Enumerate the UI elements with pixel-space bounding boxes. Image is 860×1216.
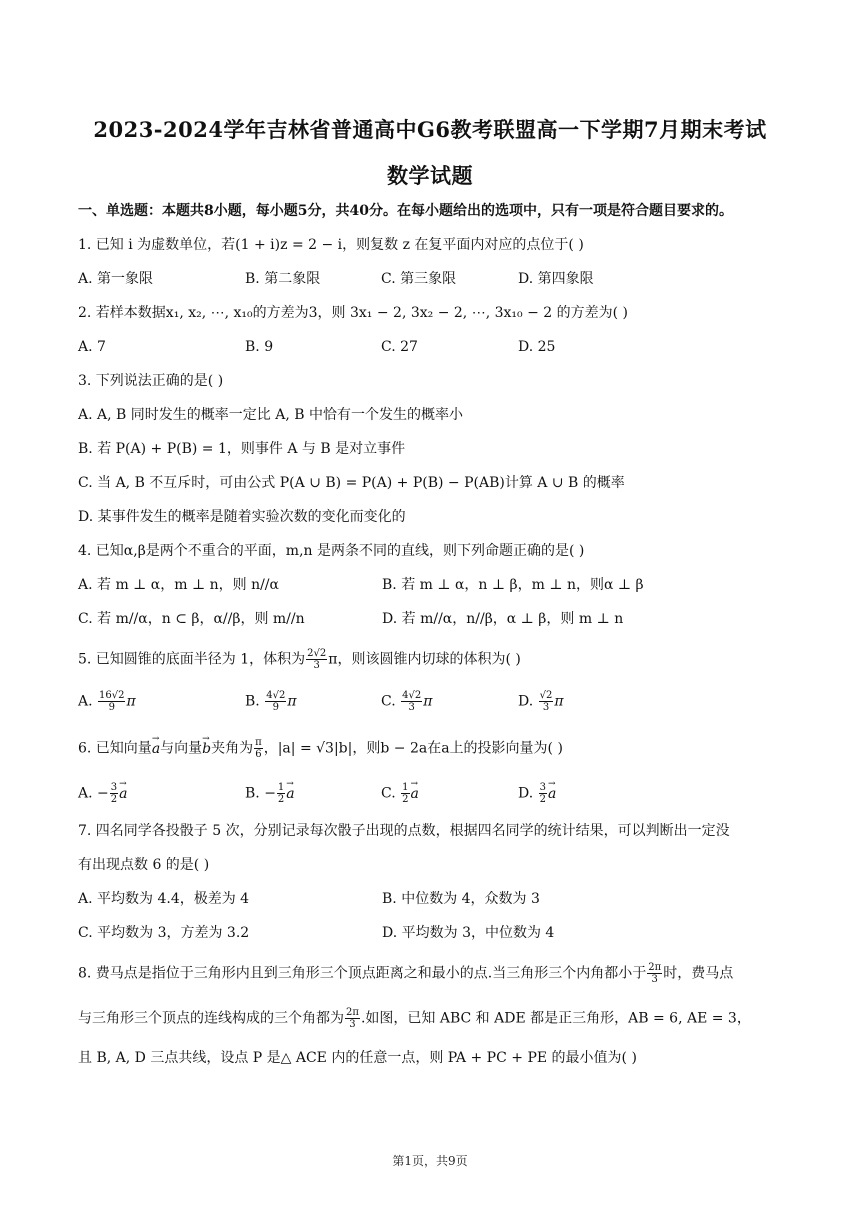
fraction-numerator: 3 xyxy=(110,782,118,793)
exam-subtitle: 数学试题 xyxy=(387,163,473,188)
fraction-denominator: 2 xyxy=(402,794,409,805)
question-1-option-d: D. 第四象限 xyxy=(518,271,594,287)
question-2-option-a: A. 7 xyxy=(78,339,106,355)
fraction-denominator: 3 xyxy=(349,1019,356,1030)
option-label: A. xyxy=(78,693,93,710)
fraction-denominator: 3 xyxy=(408,702,415,713)
fraction xyxy=(345,1007,360,1030)
question-3-option-c: C. 当 A, B 不互斥时，可由公式 P(A ∪ B) = P(A) + P(B) − P(AB)计算 A ∪ B 的概率 xyxy=(78,475,625,491)
vector-a: → a xyxy=(548,784,556,804)
question-5-option-a xyxy=(78,690,136,713)
question-4-option-c: C. 若 m//α，n ⊂ β，α//β，则 m//n xyxy=(78,611,305,627)
fraction xyxy=(110,782,118,805)
question-8-text: ABC 和 xyxy=(439,1010,495,1027)
pi-symbol: π xyxy=(287,693,297,710)
fraction-numerator: 2π xyxy=(346,1007,359,1018)
question-3-option-b: B. 若 P(A) + P(B) = 1，则事件 A 与 B 是对立事件 xyxy=(78,441,406,457)
question-6-option-b xyxy=(245,782,295,805)
fraction-denominator: 9 xyxy=(108,702,115,713)
fraction-numerator: 3 xyxy=(539,782,547,793)
question-4-option-a: A. 若 m ⊥ α，m ⊥ n，则 n//α xyxy=(78,577,279,593)
question-8-text: 与三角形三个顶点的连线构成的三个角都为 xyxy=(78,1010,344,1027)
question-1-option-b: B. 第二象限 xyxy=(245,271,321,287)
fraction-denominator: 2 xyxy=(539,794,547,805)
question-1-option-c: C. 第三象限 xyxy=(381,271,457,287)
question-6-option-a xyxy=(78,782,127,805)
fraction-numerator: 2π xyxy=(648,962,662,973)
question-8-text: ADE 都是正三角形，AB = 6, AE = 3， xyxy=(494,1010,751,1027)
fraction xyxy=(265,690,286,713)
fraction-numerator: √2 xyxy=(539,690,553,701)
fraction-numerator: 4√2 xyxy=(402,690,422,701)
question-7-option-b: B. 中位数为 4，众数为 3 xyxy=(382,891,540,907)
fraction-numerator: 16√2 xyxy=(99,690,125,701)
fraction xyxy=(98,690,125,713)
vector-b: → b xyxy=(202,739,211,759)
question-5-option-b xyxy=(245,690,297,713)
question-8-text: 8. 费马点是指位于三角形内且到三角形三个顶点距离之和最小的点.当三角形三个内角都小于 xyxy=(78,965,647,982)
exam-title: 2023-2024学年吉林省普通高中G6教考联盟高一下学期7月期末考试 xyxy=(93,117,767,142)
question-6-text: 6. 已知向量 xyxy=(78,740,152,757)
question-5-option-c xyxy=(381,690,432,713)
question-1-option-a: A. 第一象限 xyxy=(78,271,154,287)
option-label: C. xyxy=(381,693,396,710)
fraction-numerator: 2√2 xyxy=(307,648,327,659)
fraction xyxy=(401,690,422,713)
fraction-denominator: 6 xyxy=(255,749,262,760)
vector-a: → a xyxy=(119,784,127,804)
question-5-stem-tail: π，则该圆锥内切球的体积为( ) xyxy=(328,651,521,668)
question-8-stem-line2 xyxy=(78,1007,751,1030)
fraction-denominator: 3 xyxy=(542,702,550,713)
question-4-option-b: B. 若 m ⊥ α，n ⊥ β，m ⊥ n，则α ⊥ β xyxy=(382,577,644,593)
question-7-option-c: C. 平均数为 3，方差为 3.2 xyxy=(78,925,250,941)
question-5-stem xyxy=(78,648,521,671)
question-2-option-b: B. 9 xyxy=(245,339,274,355)
vector-a: → a xyxy=(152,739,160,759)
vector-a: → a xyxy=(286,784,294,804)
fraction xyxy=(539,690,554,713)
question-6-option-d xyxy=(518,782,556,805)
fraction-numerator: 1 xyxy=(277,782,285,793)
question-7-option-a: A. 平均数为 4.4，极差为 4 xyxy=(78,891,250,907)
question-2-option-c: C. 27 xyxy=(381,339,418,355)
fraction-denominator: 2 xyxy=(277,794,285,805)
question-1-stem: 1. 已知 i 为虚数单位，若(1 + i)z = 2 − i，则复数 z 在复平面内对应的点位于( ) xyxy=(78,237,584,253)
fraction xyxy=(306,648,327,671)
question-3-option-a: A. A, B 同时发生的概率一定比 A, B 中恰有一个发生的概率小 xyxy=(78,407,463,423)
pi-symbol: π xyxy=(423,693,433,710)
fraction-denominator: 2 xyxy=(110,794,118,805)
question-8-text: .如图，已知 xyxy=(360,1010,440,1027)
question-5-option-d xyxy=(518,690,564,713)
fraction xyxy=(277,782,285,805)
option-label: B. − xyxy=(245,785,276,802)
option-label: D. xyxy=(518,785,534,802)
question-5-stem-text: 5. 已知圆锥的底面半径为 1，体积为 xyxy=(78,651,306,668)
question-6-text: ，|a| = √3|b|，则b − 2a在a上的投影向量为( ) xyxy=(263,740,563,757)
fraction-numerator: π xyxy=(255,737,262,748)
option-label: C. xyxy=(381,785,396,802)
option-label: A. − xyxy=(78,785,109,802)
question-7-option-d: D. 平均数为 3，中位数为 4 xyxy=(382,925,555,941)
question-6-text: 夹角为 xyxy=(211,740,254,757)
question-7-stem-line1: 7. 四名同学各投骰子 5 次，分别记录每次骰子出现的点数，根据四名同学的统计结果，可以判断出一定没 xyxy=(78,823,730,839)
question-6-option-c xyxy=(381,782,419,805)
fraction xyxy=(647,962,662,985)
question-6-text: 与向量 xyxy=(160,740,203,757)
fraction-denominator: 3 xyxy=(651,974,658,985)
vector-a: → a xyxy=(411,784,419,804)
fraction xyxy=(401,782,409,805)
question-6-stem xyxy=(78,737,563,760)
fraction-denominator: 9 xyxy=(272,702,279,713)
question-8-stem-line1 xyxy=(78,962,733,985)
option-label: B. xyxy=(245,693,260,710)
question-3-stem: 3. 下列说法正确的是( ) xyxy=(78,373,224,389)
question-4-stem: 4. 已知α,β是两个不重合的平面，m,n 是两条不同的直线，则下列命题正确的是( ) xyxy=(78,543,585,559)
question-7-stem-line2: 有出现点数 6 的是( ) xyxy=(78,857,210,873)
question-8-text: 时，费马点 xyxy=(663,965,734,982)
question-8-stem-line3: 且 B, A, D 三点共线，设点 P 是△ ACE 内的任意一点，则 PA + PC + PE 的最小值为( ) xyxy=(78,1050,637,1066)
question-4-option-d: D. 若 m//α，n//β，α ⊥ β，则 m ⊥ n xyxy=(382,611,624,627)
question-2-stem: 2. 若样本数据x₁, x₂, ⋯, x₁₀的方差为3，则 3x₁ − 2, 3x₂ − 2, ⋯, 3x₁₀ − 2 的方差为( ) xyxy=(78,305,628,321)
pi-symbol: π xyxy=(126,693,136,710)
fraction-denominator: 3 xyxy=(313,660,320,671)
page-footer: 第1页，共9页 xyxy=(392,1154,468,1168)
fraction xyxy=(254,737,263,760)
section-heading: 一、单选题：本题共8小题，每小题5分，共40分。在每小题给出的选项中，只有一项是符合题目要求的。 xyxy=(78,203,733,219)
option-label: D. xyxy=(518,693,534,710)
fraction-numerator: 1 xyxy=(402,782,409,793)
fraction-numerator: 4√2 xyxy=(266,690,286,701)
pi-symbol: π xyxy=(554,693,564,710)
question-3-option-d: D. 某事件发生的概率是随着实验次数的变化而变化的 xyxy=(78,509,406,525)
question-2-option-d: D. 25 xyxy=(518,339,556,355)
fraction xyxy=(539,782,547,805)
